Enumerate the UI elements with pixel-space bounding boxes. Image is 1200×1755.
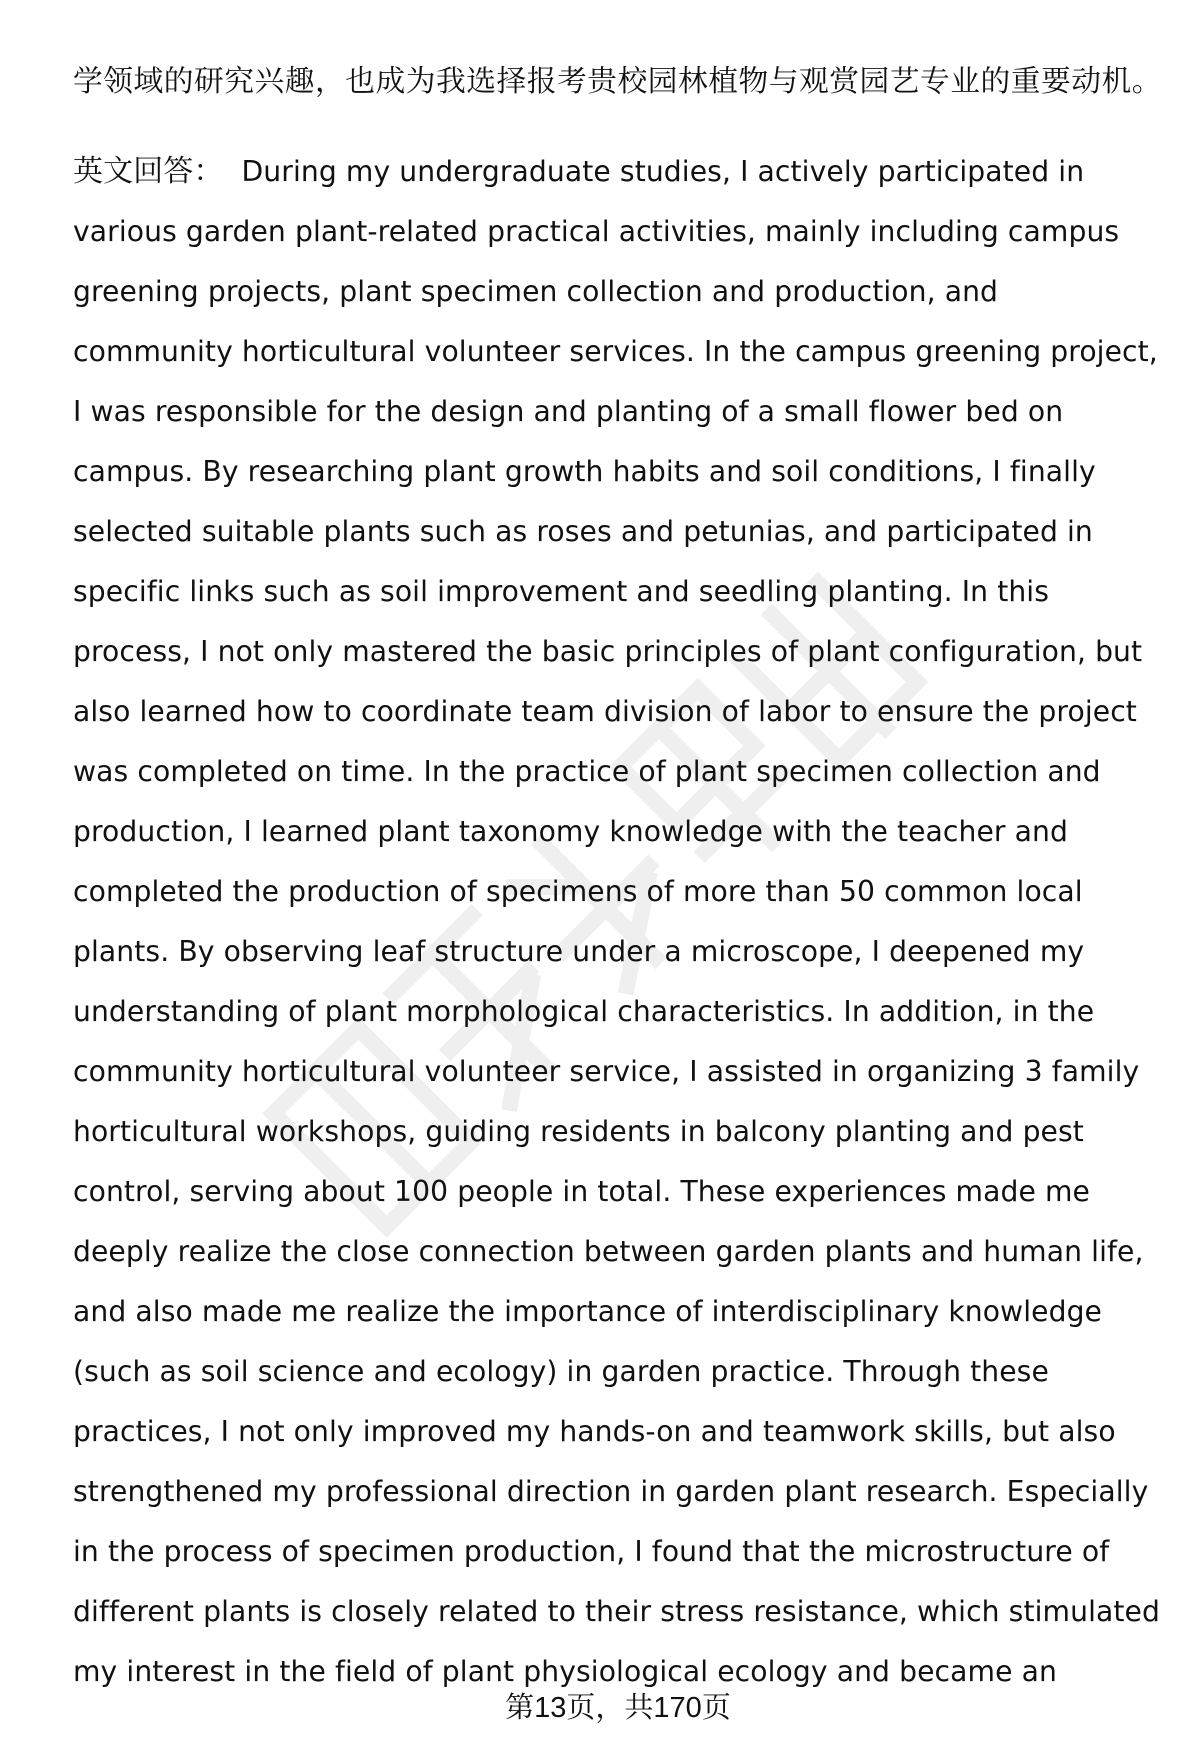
answer-line: in the process of specimen production, I found that the microstructure of (73, 1535, 1110, 1568)
answer-line: strengthened my professional direction in garden plant research. Especially (73, 1475, 1149, 1508)
answer-line (73, 142, 1084, 202)
answer-line: various garden plant-related practical activities, mainly including campus (73, 215, 1120, 248)
intro-line: 学领域的研究兴趣，也成为我选择报考贵校园林植物与观赏园艺专业的重要动机。 (73, 64, 1163, 99)
answer-line-text: During my undergraduate studies, I actively participated in (241, 155, 1085, 188)
answer-label: 英文回答： (73, 154, 224, 189)
answer-line: I was responsible for the design and planting of a small flower bed on (73, 395, 1064, 428)
answer-line: production, I learned plant taxonomy knowledge with the teacher and (73, 815, 1068, 848)
page-number-footer: 第13页，共170页 (505, 1692, 731, 1724)
answer-line: my interest in the field of plant physiological ecology and became an (73, 1655, 1057, 1688)
answer-line: community horticultural volunteer service, I assisted in organizing 3 family (73, 1055, 1140, 1088)
answer-line: was completed on time. In the practice of plant specimen collection and (73, 755, 1101, 788)
answer-line: different plants is closely related to their stress resistance, which stimulated (73, 1595, 1160, 1628)
answer-line: selected suitable plants such as roses and petunias, and participated in (73, 515, 1093, 548)
answer-line: deeply realize the close connection between garden plants and human life, (73, 1235, 1144, 1268)
answer-line: plants. By observing leaf structure under a microscope, I deepened my (73, 935, 1085, 968)
answer-line: also learned how to coordinate team division of labor to ensure the project (73, 695, 1137, 728)
answer-line: process, I not only mastered the basic principles of plant configuration, but (73, 635, 1143, 668)
answer-line: (such as soil science and ecology) in garden practice. Through these (73, 1355, 1049, 1388)
answer-line: specific links such as soil improvement and seedling planting. In this (73, 575, 1050, 608)
answer-line: greening projects, plant specimen collection and production, and (73, 275, 999, 308)
answer-line: campus. By researching plant growth habits and soil conditions, I finally (73, 455, 1096, 488)
answer-line: completed the production of specimens of more than 50 common local (73, 875, 1083, 908)
answer-line: community horticultural volunteer services. In the campus greening project, (73, 335, 1158, 368)
answer-line: horticultural workshops, guiding residents in balcony planting and pest (73, 1115, 1084, 1148)
answer-line: control, serving about 100 people in total. These experiences made me (73, 1175, 1090, 1208)
answer-line: and also made me realize the importance of interdisciplinary knowledge (73, 1295, 1103, 1328)
answer-line: practices, I not only improved my hands-on and teamwork skills, but also (73, 1415, 1116, 1448)
answer-line: understanding of plant morphological characteristics. In addition, in the (73, 995, 1095, 1028)
